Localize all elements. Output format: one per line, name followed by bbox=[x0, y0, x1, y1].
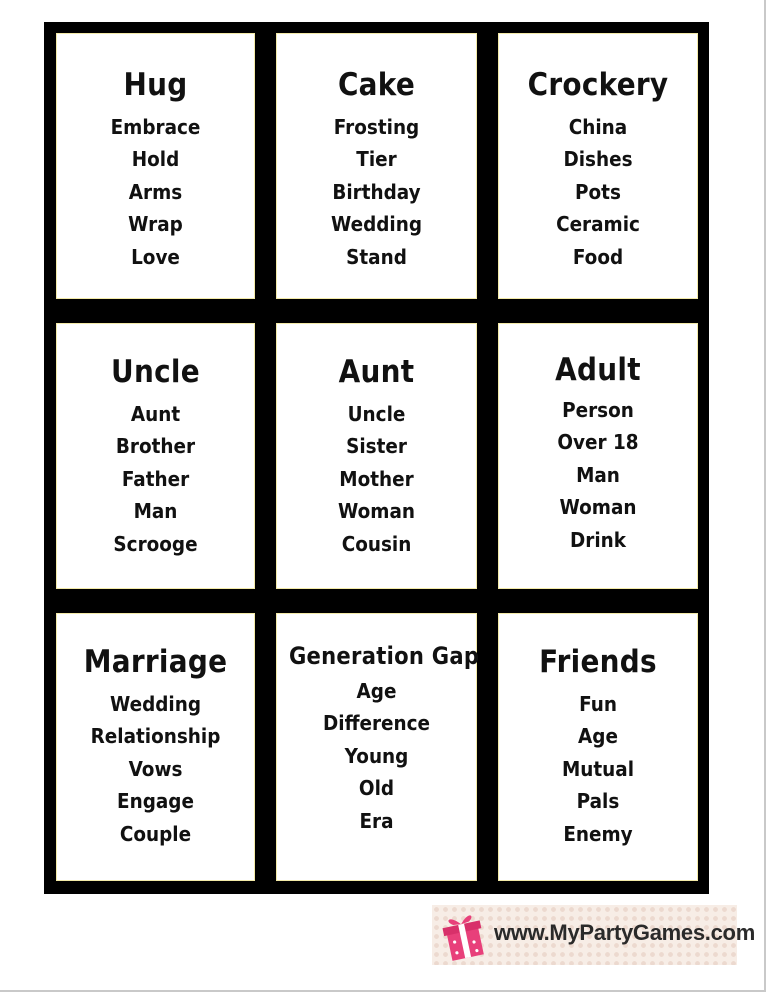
taboo-word: Aunt bbox=[130, 402, 181, 426]
taboo-word: Mother bbox=[339, 466, 414, 491]
taboo-card-friends bbox=[498, 613, 698, 881]
card-title: Hug bbox=[123, 67, 188, 103]
taboo-word: Arms bbox=[128, 179, 183, 204]
taboo-word: Wedding bbox=[109, 692, 202, 716]
taboo-word: Wrap bbox=[128, 212, 183, 237]
taboo-word: Engage bbox=[117, 789, 194, 814]
taboo-word: Wedding bbox=[330, 212, 423, 237]
taboo-word-list bbox=[57, 688, 254, 850]
taboo-card-hug bbox=[56, 33, 255, 299]
taboo-card-aunt bbox=[276, 323, 477, 589]
card-title: Aunt bbox=[338, 354, 415, 390]
taboo-word: Sister bbox=[346, 434, 407, 459]
taboo-card-adult bbox=[498, 323, 698, 589]
site-url[interactable]: www.MyPartyGames.com bbox=[494, 920, 755, 945]
taboo-card-marriage bbox=[56, 613, 255, 881]
gift-box-icon bbox=[440, 908, 488, 962]
taboo-word: Relationship bbox=[90, 724, 221, 749]
taboo-word-list bbox=[277, 398, 476, 560]
taboo-word-list bbox=[277, 675, 476, 837]
taboo-word: Fun bbox=[579, 692, 617, 716]
taboo-card-cake bbox=[276, 33, 477, 299]
card-title: Marriage bbox=[83, 644, 228, 680]
taboo-word: Enemy bbox=[563, 821, 633, 846]
taboo-word: Father bbox=[121, 466, 190, 491]
taboo-word: Love bbox=[131, 244, 180, 269]
card-title: Uncle bbox=[111, 354, 200, 390]
taboo-word: Mutual bbox=[561, 756, 635, 781]
taboo-word: Cousin bbox=[341, 531, 412, 556]
taboo-word: Vows bbox=[128, 756, 183, 781]
taboo-word: Person bbox=[562, 398, 634, 422]
taboo-word: Young bbox=[344, 743, 409, 768]
taboo-word: Woman bbox=[559, 495, 637, 520]
taboo-word: Pals bbox=[576, 789, 620, 814]
taboo-card-uncle bbox=[56, 323, 255, 589]
card-title: Friends bbox=[539, 644, 657, 680]
taboo-word: Hold bbox=[131, 147, 180, 172]
taboo-word: Couple bbox=[119, 821, 192, 846]
taboo-word: Food bbox=[572, 244, 624, 269]
taboo-word: Age bbox=[578, 724, 618, 749]
taboo-card-sheet bbox=[44, 22, 709, 894]
taboo-word: Frosting bbox=[333, 115, 420, 139]
taboo-word: China bbox=[568, 115, 628, 139]
taboo-word: Stand bbox=[346, 244, 407, 269]
taboo-word-list bbox=[57, 398, 254, 560]
taboo-word-list bbox=[499, 688, 697, 850]
site-logo[interactable] bbox=[432, 905, 755, 965]
taboo-word: Man bbox=[576, 462, 620, 487]
taboo-word: Pots bbox=[575, 179, 621, 204]
taboo-word: Old bbox=[358, 776, 395, 801]
taboo-word: Drink bbox=[569, 527, 626, 552]
taboo-word-list bbox=[499, 394, 697, 556]
taboo-word: Birthday bbox=[332, 179, 421, 204]
taboo-card-crockery bbox=[498, 33, 698, 299]
taboo-word: Age bbox=[356, 679, 397, 703]
taboo-word: Difference bbox=[322, 711, 431, 736]
taboo-word: Embrace bbox=[110, 115, 201, 139]
taboo-word-list bbox=[57, 111, 254, 273]
taboo-word: Uncle bbox=[347, 402, 406, 426]
taboo-word: Brother bbox=[115, 434, 196, 459]
card-title: Crockery bbox=[527, 67, 669, 103]
taboo-word-list bbox=[277, 111, 476, 273]
taboo-word: Man bbox=[133, 499, 178, 524]
taboo-word: Scrooge bbox=[113, 531, 198, 556]
card-title: Cake bbox=[337, 67, 416, 103]
taboo-word: Woman bbox=[338, 499, 415, 524]
card-title: Adult bbox=[555, 352, 641, 388]
taboo-word: Ceramic bbox=[556, 212, 640, 237]
taboo-word: Tier bbox=[356, 147, 397, 172]
taboo-card-generation-gap bbox=[276, 613, 480, 881]
card-title: Generation Gap bbox=[288, 642, 480, 670]
taboo-word: Era bbox=[359, 808, 394, 833]
taboo-word: Over 18 bbox=[557, 430, 639, 455]
taboo-word-list bbox=[499, 111, 697, 273]
taboo-word: Dishes bbox=[563, 147, 633, 172]
